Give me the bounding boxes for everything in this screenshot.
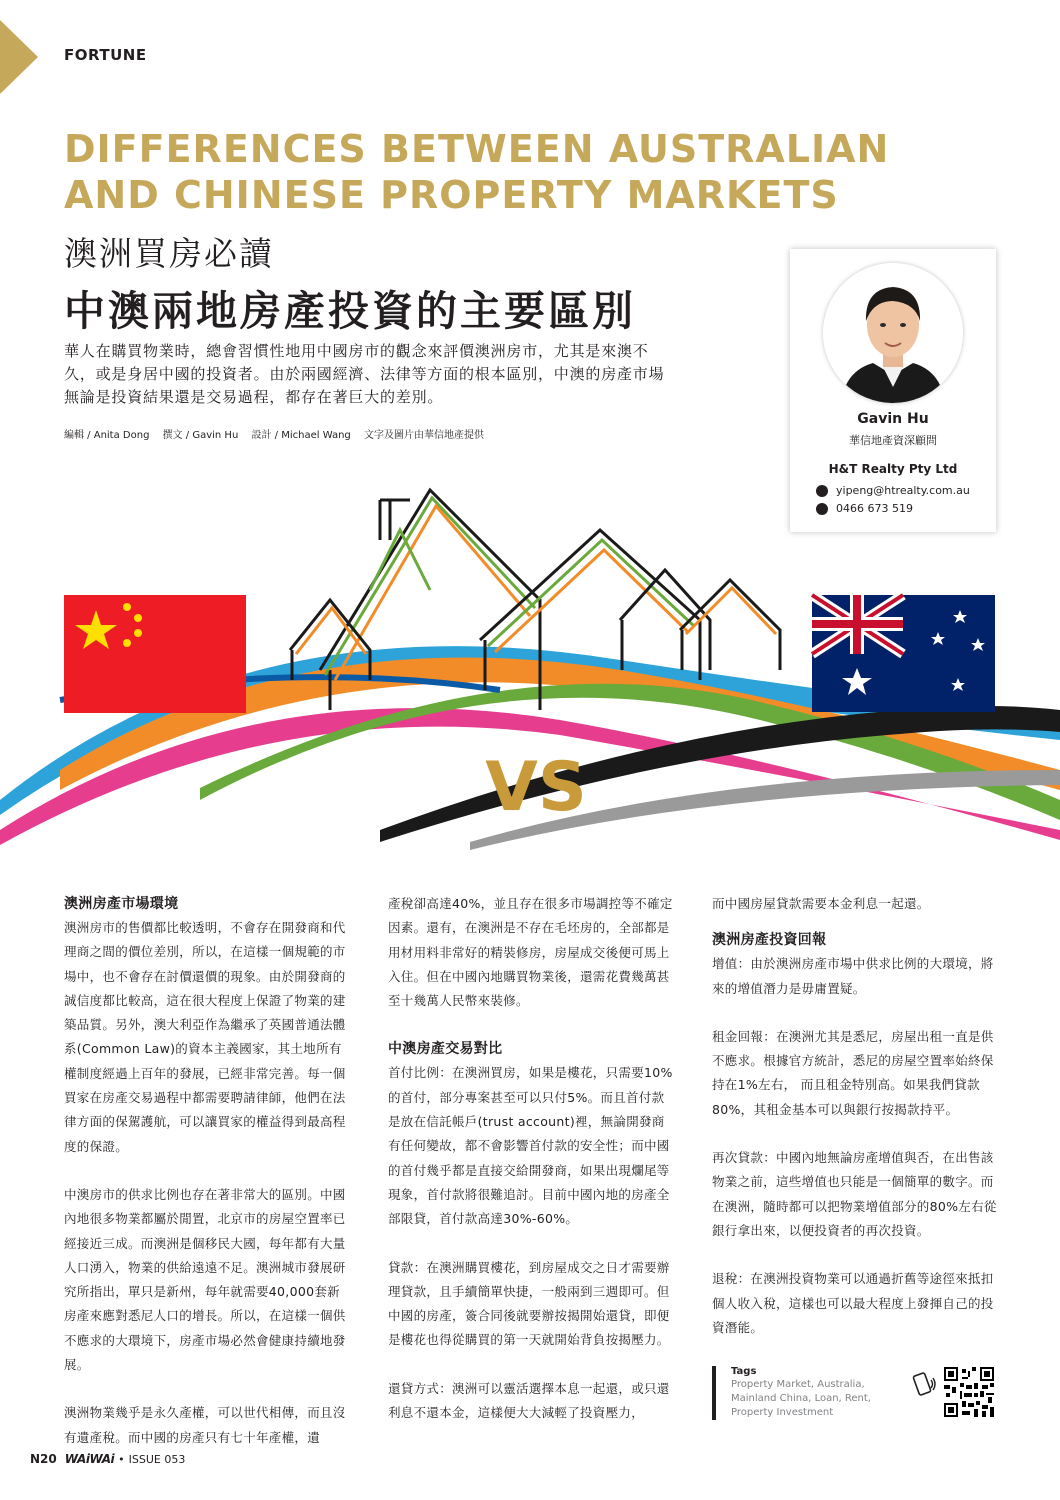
heading-investment-return: 澳洲房產投資回報 (712, 932, 827, 949)
paragraph: 增值：由於澳洲房產市場中供求比例的大環境，將來的增值潛力是毋庸置疑。 (712, 956, 994, 996)
qr-code-icon[interactable] (944, 1367, 994, 1417)
paragraph: 租金回報：在澳洲尤其是悉尼，房屋出租一直是供不應求。根據官方統計，悉尼的房屋空置率始終保持在1%左右， 而且租金特別高。如果我們貸款80%，其租金基本可以與銀行按揭款持平。 (712, 1028, 994, 1117)
issue-number: ISSUE 053 (128, 1452, 186, 1466)
paragraph: 退稅：在澳洲投資物業可以通過折舊等途徑來抵扣個人收入稅，這樣也可以最大程度上發揮自己的投資潛能。 (712, 1271, 994, 1335)
hero-illustration (0, 470, 1060, 860)
lead-paragraph: 華人在購買物業時，總會習慣性地用中國房市的觀念來評價澳洲房市，尤其是來澳不久，或是身居中國的投資者。由於兩國經濟、法律等方面的根本區別，中澳的房產市場無論是投資結果還是交易過程，都存在著巨大的差別。 (64, 342, 665, 406)
english-title-line1: DIFFERENCES BETWEEN AUSTRALIAN (64, 127, 890, 171)
credit-writer: 撰文 / Gavin Hu (162, 430, 239, 441)
vs-label: VS (485, 748, 587, 827)
author-avatar (823, 263, 963, 403)
credit-source: 文字及圖片由華信地產提供 (363, 430, 484, 441)
credit-editor: 編輯 / Anita Dong (64, 430, 150, 441)
author-company: H&T Realty Pty Ltd (828, 462, 958, 476)
credits (64, 426, 494, 441)
mobile-phone-icon (912, 1372, 938, 1396)
author-name: Gavin Hu (857, 411, 929, 427)
tags-list[interactable]: Property Market, Australia, Mainland China, Loan, Rent, Property Investment (731, 1379, 871, 1418)
heading-au-market: 澳洲房產市場環境 (64, 896, 179, 912)
heading-transaction-comparison: 中澳房產交易對比 (388, 1041, 503, 1058)
tags-box (712, 1366, 902, 1420)
author-role: 華信地產資深顧問 (849, 434, 937, 447)
author-phone[interactable]: 0466 673 519 (836, 502, 913, 515)
section-label: FORTUNE (64, 46, 147, 64)
paragraph: 澳洲房市的售價都比較透明，不會存在開發商和代理商之間的價位差別，所以，在這樣一個規範的市場中，也不會存在討價還價的現象。由於開發商的誠信度都比較高，這在很大程度上保證了物業的建築品質。另外，澳大利亞作為繼承了英國普通法體系(Common Law)的資本主義國家，其土地所有權制度經過上百年的發展，已經非常完善。每一個買家在房產交易過程中都需要聘請律師，他們在法律方面的保駕護航，可以讓買家的權益得到最高程度的保證。 (64, 920, 346, 1154)
column-3 (712, 892, 997, 1364)
china-flag-icon (64, 595, 246, 713)
page-footer (30, 1452, 185, 1466)
paragraph: 還貸方式：澳洲可以靈活選擇本息一起還，或只還利息不還本金，這樣便大大減輕了投資壓力， (388, 1380, 670, 1421)
paragraph: 產稅卻高達40%，並且存在很多市場調控等不確定因素。還有，在澳洲是不存在毛坯房的，全部都是用材用料非常好的精裝修房，房屋成交後便可馬上入住。但在中國內地購買物業後，還需花費幾萬甚至十幾萬人民幣來裝修。 (388, 896, 673, 1009)
paragraph: 再次貸款：中國內地無論房產增值與否，在出售該物業之前，這些增值也只能是一個簡單的數字。而在澳洲，隨時都可以把物業增值部分的80%左右從銀行拿出來，以便投資者的再次投資。 (712, 1150, 997, 1238)
magazine-logo: WAiWAi (64, 1452, 115, 1466)
chinese-subtitle: 澳洲買房必讀 (64, 234, 274, 273)
column-1 (64, 892, 349, 1474)
paragraph: 中澳房市的供求比例也存在著非常大的區別。中國內地很多物業都屬於閒置，北京市的房屋空置率已經接近三成。而澳洲是個移民大國，每年都有大量人口湧入，物業的供給遠遠不足。澳洲城市發展研究所指出，單只是新州，每年就需要40,000套新房產來應對悉尼人口的增長。所以，在這樣一個供不應求的大環境下，房產市場必然會健康持續地發展。 (64, 1186, 346, 1373)
chinese-headline: 中澳兩地房產投資的主要區別 (64, 287, 636, 335)
credit-design: 設計 / Michael Wang (251, 430, 351, 441)
page-number: N20 (30, 1452, 57, 1466)
english-title (64, 126, 964, 218)
corner-accent-icon (0, 20, 40, 94)
tags-title: Tags (731, 1366, 757, 1377)
paragraph: 貸款：在澳洲購買樓花，到房屋成交之日才需要辦理貸款，且手續簡單快捷，一般兩到三週即可。但中國的房產，簽合同後就要辦按揭開始還貸，即便是樓花也得從購買的第一天就開始背負按揭壓力。 (388, 1259, 670, 1348)
paragraph: 首付比例：在澳洲買房，如果是樓花，只需要10%的首付，部分專案甚至可以只付5%。而且首付款是放在信託帳戶(trust account)裡，無論開發商有任何變故，都不會影響首付款的安全性；而中國的首付幾乎都是直接交給開發商，如果出現爛尾等現象，首付款將很難追討。目前中國內地的房產全部限貸，首付款高達30%-60%。 (388, 1065, 673, 1227)
author-email[interactable]: yipeng@htrealty.com.au (836, 484, 970, 497)
portrait-icon (823, 263, 963, 403)
paragraph: 而中國房屋貸款需要本金利息一起還。 (712, 896, 930, 911)
footer-separator: • (118, 1452, 125, 1466)
australia-flag-icon (812, 595, 995, 712)
column-2 (388, 892, 673, 1449)
paragraph: 澳洲物業幾乎是永久產權，可以世代相傳，而且沒有遺產稅。而中國的房產只有七十年產權，遺 (64, 1405, 346, 1445)
english-title-line2: AND CHINESE PROPERTY MARKETS (64, 173, 839, 217)
